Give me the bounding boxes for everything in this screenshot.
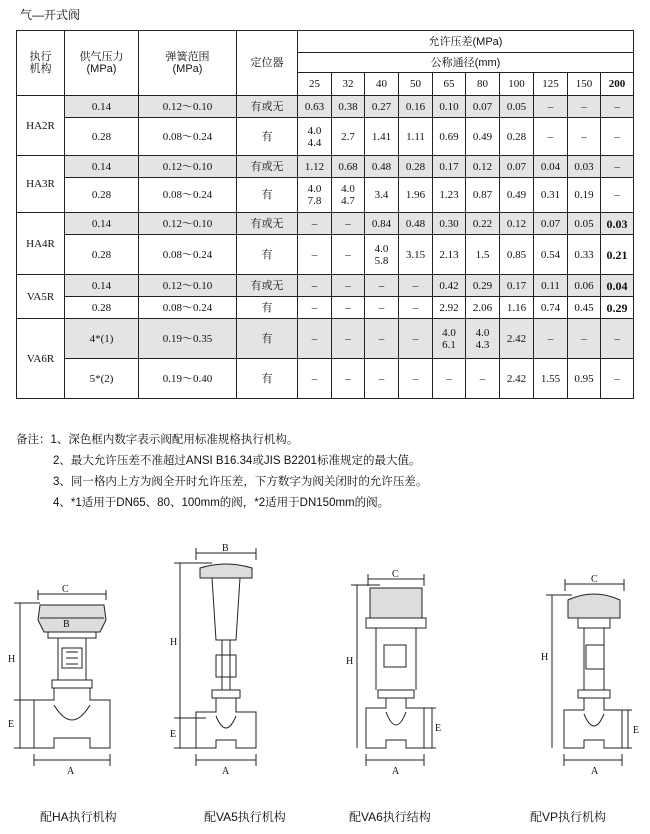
pressure-value: – — [365, 275, 399, 297]
pressure-value: 1.23 — [433, 178, 466, 213]
pressure-value: 2.06 — [466, 297, 500, 319]
pressure-value: 1.11 — [399, 118, 433, 156]
spring-range: 0.12～0.10 — [139, 96, 237, 118]
caption-ha: 配HA执行机构 — [40, 810, 117, 824]
note-line: 备注：1、深色框内数字表示阀配用标准规格执行机构。 — [16, 434, 299, 446]
supply-value: 5*(2) — [65, 359, 139, 399]
pressure-value: 2.7 — [332, 118, 365, 156]
pressure-value: 0.48 — [399, 213, 433, 235]
pressure-value: 0.07 — [534, 213, 568, 235]
pressure-value: – — [298, 235, 332, 275]
spring-range: 0.08～0.24 — [139, 118, 237, 156]
pressure-value: 0.04 — [601, 275, 634, 297]
dim-label-b: B — [63, 619, 70, 630]
page-heading: 气—开式阀 — [20, 8, 81, 22]
pressure-value: – — [433, 359, 466, 399]
pressure-value: – — [568, 118, 601, 156]
size-header: 125 — [534, 73, 568, 96]
actuator-name: HA2R — [17, 96, 65, 156]
dim-label-c: C — [591, 574, 598, 585]
note-line: 4、*1适用于DN65、80、100mm的阀，*2适用于DN150mm的阀。 — [53, 497, 390, 509]
pressure-value: – — [399, 359, 433, 399]
header-spring: 弹簧范围 (MPa) — [139, 31, 237, 96]
positioner-value: 有 — [237, 319, 298, 359]
pressure-value: 0.30 — [433, 213, 466, 235]
pressure-value: 1.16 — [500, 297, 534, 319]
spring-range: 0.08～0.24 — [139, 297, 237, 319]
pressure-value: 0.28 — [399, 156, 433, 178]
pressure-value: 2.92 — [433, 297, 466, 319]
pressure-value: 0.07 — [466, 96, 500, 118]
supply-value: 0.28 — [65, 178, 139, 213]
positioner-value: 有 — [237, 118, 298, 156]
pressure-value: 0.28 — [500, 118, 534, 156]
pressure-value: – — [466, 359, 500, 399]
supply-value: 0.14 — [65, 275, 139, 297]
pressure-value: 0.38 — [332, 96, 365, 118]
pressure-value: – — [332, 359, 365, 399]
pressure-value: – — [332, 235, 365, 275]
pressure-value: 0.49 — [500, 178, 534, 213]
supply-value: 0.14 — [65, 156, 139, 178]
positioner-value: 有 — [237, 178, 298, 213]
caption-va5: 配VA5执行机构 — [204, 810, 286, 824]
pressure-value: – — [601, 156, 634, 178]
pressure-value: 0.03 — [601, 213, 634, 235]
dim-label-a: A — [392, 766, 400, 777]
supply-value: 4*(1) — [65, 319, 139, 359]
pressure-value: – — [534, 96, 568, 118]
pressure-value: 4.0 6.1 — [433, 319, 466, 359]
pressure-value: 0.45 — [568, 297, 601, 319]
dim-label-h: H — [8, 654, 16, 665]
pressure-value: 0.17 — [433, 156, 466, 178]
pressure-value: 0.69 — [433, 118, 466, 156]
pressure-value: 0.95 — [568, 359, 601, 399]
dim-label-e: E — [633, 725, 640, 736]
pressure-value: 1.96 — [399, 178, 433, 213]
pressure-value: – — [534, 319, 568, 359]
pressure-value: 4.0 7.8 — [298, 178, 332, 213]
pressure-value: 0.10 — [433, 96, 466, 118]
pressure-value: 0.06 — [568, 275, 601, 297]
pressure-value: – — [298, 359, 332, 399]
pressure-value: – — [568, 319, 601, 359]
pressure-value: 0.29 — [601, 297, 634, 319]
note-line: 2、最大允许压差不准超过ANSI B16.34或JIS B2201标准规定的最大值。 — [53, 455, 421, 467]
header-allowable-pressure: 允许压差(MPa) — [298, 31, 634, 53]
pressure-value: 0.05 — [568, 213, 601, 235]
pressure-value: – — [298, 297, 332, 319]
size-header: 40 — [365, 73, 399, 96]
valve-drawing-va5 — [174, 548, 256, 766]
dim-label-a: A — [591, 766, 599, 777]
pressure-value: 0.85 — [500, 235, 534, 275]
pressure-value: – — [298, 275, 332, 297]
pressure-value: 0.31 — [534, 178, 568, 213]
header-positioner: 定位器 — [237, 31, 298, 96]
dim-label-a: A — [222, 766, 230, 777]
size-header: 80 — [466, 73, 500, 96]
positioner-value: 有或无 — [237, 213, 298, 235]
pressure-value: 0.12 — [500, 213, 534, 235]
pressure-value: 0.54 — [534, 235, 568, 275]
dim-label-c: C — [392, 569, 399, 580]
pressure-value: 0.11 — [534, 275, 568, 297]
size-header: 25 — [298, 73, 332, 96]
pressure-value: 3.15 — [399, 235, 433, 275]
pressure-value: 0.19 — [568, 178, 601, 213]
pressure-value: 2.42 — [500, 359, 534, 399]
pressure-value: – — [298, 213, 332, 235]
header-actuator: 执行 机构 — [17, 31, 65, 96]
spring-range: 0.08～0.24 — [139, 178, 237, 213]
supply-value: 0.14 — [65, 213, 139, 235]
pressure-value: – — [332, 275, 365, 297]
pressure-value: – — [601, 96, 634, 118]
valve-drawing-ha — [14, 590, 110, 766]
pressure-value: – — [601, 319, 634, 359]
pressure-value: 0.17 — [500, 275, 534, 297]
pressure-value: 0.49 — [466, 118, 500, 156]
pressure-value: – — [601, 178, 634, 213]
spring-range: 0.12～0.10 — [139, 213, 237, 235]
spring-range: 0.12～0.10 — [139, 275, 237, 297]
pressure-value: 0.74 — [534, 297, 568, 319]
pressure-value: – — [332, 213, 365, 235]
pressure-value: – — [332, 297, 365, 319]
positioner-value: 有或无 — [237, 156, 298, 178]
pressure-value: 0.12 — [466, 156, 500, 178]
header-supply: 供气压力 (MPa) — [65, 31, 139, 96]
pressure-value: 0.03 — [568, 156, 601, 178]
positioner-value: 有或无 — [237, 96, 298, 118]
note-line: 3、同一格内上方为阀全开时允许压差，下方数字为阀关闭时的允许压差。 — [53, 476, 428, 488]
pressure-value: 0.04 — [534, 156, 568, 178]
pressure-value: 0.22 — [466, 213, 500, 235]
pressure-value: – — [399, 297, 433, 319]
pressure-value: – — [601, 359, 634, 399]
pressure-value: 3.4 — [365, 178, 399, 213]
pressure-value: – — [365, 359, 399, 399]
supply-value: 0.28 — [65, 235, 139, 275]
pressure-value: 1.5 — [466, 235, 500, 275]
pressure-value: 4.0 4.4 — [298, 118, 332, 156]
dim-label-h: H — [346, 656, 354, 667]
dim-label-h: H — [541, 652, 549, 663]
actuator-name: VA5R — [17, 275, 65, 319]
pressure-value: 0.05 — [500, 96, 534, 118]
pressure-value: 1.12 — [298, 156, 332, 178]
actuator-name: HA3R — [17, 156, 65, 213]
pressure-value: – — [332, 319, 365, 359]
caption-vp: 配VP执行机构 — [530, 810, 607, 824]
valve-drawing-vp — [546, 579, 632, 766]
pressure-value: – — [399, 275, 433, 297]
actuator-name: VA6R — [17, 319, 65, 399]
pressure-value: 1.41 — [365, 118, 399, 156]
positioner-value: 有 — [237, 297, 298, 319]
pressure-value: – — [601, 118, 634, 156]
size-header: 50 — [399, 73, 433, 96]
pressure-value: 0.87 — [466, 178, 500, 213]
supply-value: 0.28 — [65, 118, 139, 156]
pressure-value: 0.48 — [365, 156, 399, 178]
supply-value: 0.28 — [65, 297, 139, 319]
pressure-value: 1.55 — [534, 359, 568, 399]
dim-label-c: C — [62, 584, 69, 595]
pressure-value: 0.42 — [433, 275, 466, 297]
positioner-value: 有或无 — [237, 275, 298, 297]
pressure-value: 0.27 — [365, 96, 399, 118]
pressure-value: 0.63 — [298, 96, 332, 118]
pressure-value: – — [399, 319, 433, 359]
size-header: 150 — [568, 73, 601, 96]
dim-label-b: B — [222, 543, 229, 554]
dim-label-e: E — [170, 729, 177, 740]
pressure-value: – — [568, 96, 601, 118]
pressure-value: – — [298, 319, 332, 359]
header-nominal-diameter: 公称通径(mm) — [298, 53, 634, 73]
pressure-value: 0.84 — [365, 213, 399, 235]
valve-drawing-va6 — [351, 574, 436, 766]
pressure-value: – — [365, 297, 399, 319]
dim-label-e: E — [8, 719, 15, 730]
pressure-value: 0.29 — [466, 275, 500, 297]
spring-range: 0.08～0.24 — [139, 235, 237, 275]
pressure-value: – — [365, 319, 399, 359]
pressure-value: – — [534, 118, 568, 156]
caption-va6: 配VA6执行结构 — [349, 810, 431, 824]
dim-label-h: H — [170, 637, 178, 648]
pressure-value: 0.07 — [500, 156, 534, 178]
size-header: 100 — [500, 73, 534, 96]
spring-range: 0.19～0.40 — [139, 359, 237, 399]
pressure-value: 0.33 — [568, 235, 601, 275]
supply-value: 0.14 — [65, 96, 139, 118]
size-header: 200 — [601, 73, 634, 96]
pressure-value: 4.0 5.8 — [365, 235, 399, 275]
positioner-value: 有 — [237, 359, 298, 399]
pressure-value: 2.42 — [500, 319, 534, 359]
dim-label-e: E — [435, 723, 442, 734]
pressure-value: 4.0 4.3 — [466, 319, 500, 359]
pressure-value: 2.13 — [433, 235, 466, 275]
pressure-value: 0.68 — [332, 156, 365, 178]
spring-range: 0.12～0.10 — [139, 156, 237, 178]
positioner-value: 有 — [237, 235, 298, 275]
pressure-value: 4.0 4.7 — [332, 178, 365, 213]
spring-range: 0.19～0.35 — [139, 319, 237, 359]
size-header: 65 — [433, 73, 466, 96]
pressure-value: 0.16 — [399, 96, 433, 118]
actuator-name: HA4R — [17, 213, 65, 275]
size-header: 32 — [332, 73, 365, 96]
pressure-value: 0.21 — [601, 235, 634, 275]
dim-label-a: A — [67, 766, 75, 777]
